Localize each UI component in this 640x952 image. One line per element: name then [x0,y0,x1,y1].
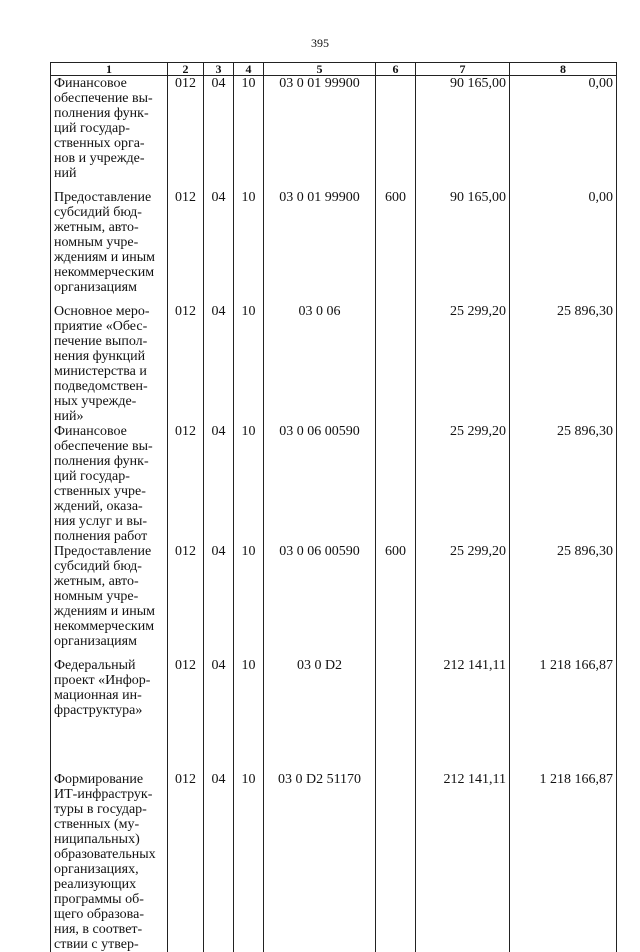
row-section: 04 [204,658,234,772]
row-name: Формирование ИТ-инфраструк- туры в государ- ственных (му- ниципальных) образовательных организациях, реализующих программы об- щего образова- ния, в соответ- ствии с утвер- [51,772,168,952]
col-header-7: 7 [416,63,510,76]
row-expense-type [376,424,416,544]
table-row [51,424,617,544]
row-ministry-code: 012 [168,76,204,191]
row-amount-1: 90 165,00 [416,190,510,304]
page-number: 395 [311,36,329,50]
row-name: Федеральный проект «Инфор- мационная ин- фраструктура» [51,658,168,772]
row-subsection: 10 [234,772,264,952]
table-row [51,658,617,772]
col-header-5: 5 [264,63,376,76]
row-amount-1: 212 141,11 [416,658,510,772]
row-section: 04 [204,304,234,424]
col-header-8: 8 [510,63,617,76]
col-header-4: 4 [234,63,264,76]
row-target-article: 03 0 D2 [264,658,376,772]
row-name: Предоставление субсидий бюд- жетным, авто- номным учре- ждениям и иным некоммерческим организациям [51,190,168,304]
row-expense-type [376,658,416,772]
col-header-6: 6 [376,63,416,76]
row-name: Финансовое обеспечение вы- полнения функ- ций государ- ственных учре- ждений, оказа- ния услуг и вы- полнения работ [51,424,168,544]
row-expense-type [376,304,416,424]
row-amount-2: 25 896,30 [510,544,617,658]
row-amount-1: 25 299,20 [416,544,510,658]
row-expense-type: 600 [376,190,416,304]
row-ministry-code: 012 [168,304,204,424]
header-row [51,63,617,76]
row-section: 04 [204,190,234,304]
budget-table [50,62,617,952]
row-section: 04 [204,772,234,952]
row-ministry-code: 012 [168,658,204,772]
row-amount-2: 0,00 [510,190,617,304]
table-row [51,544,617,658]
row-amount-1: 212 141,11 [416,772,510,952]
row-target-article: 03 0 01 99900 [264,76,376,191]
row-amount-2: 25 896,30 [510,304,617,424]
row-target-article: 03 0 06 00590 [264,424,376,544]
row-name: Финансовое обеспечение вы- полнения функ- ций государ- ственных орга- нов и учрежде- ний [51,76,168,191]
table-row [51,76,617,191]
col-header-1: 1 [51,63,168,76]
row-amount-2: 0,00 [510,76,617,191]
row-ministry-code: 012 [168,772,204,952]
row-subsection: 10 [234,658,264,772]
row-section: 04 [204,424,234,544]
row-amount-2: 1 218 166,87 [510,658,617,772]
row-amount-1: 90 165,00 [416,76,510,191]
row-expense-type [376,772,416,952]
col-header-3: 3 [204,63,234,76]
table-row [51,772,617,952]
row-name: Основное меро- приятие «Обес- печение выпол- нения функций министерства и подведомствен- ных учрежде- ний» [51,304,168,424]
row-target-article: 03 0 06 00590 [264,544,376,658]
row-expense-type: 600 [376,544,416,658]
row-section: 04 [204,76,234,191]
row-amount-2: 1 218 166,87 [510,772,617,952]
col-header-2: 2 [168,63,204,76]
row-amount-1: 25 299,20 [416,424,510,544]
row-target-article: 03 0 06 [264,304,376,424]
row-ministry-code: 012 [168,190,204,304]
row-section: 04 [204,544,234,658]
row-ministry-code: 012 [168,424,204,544]
row-subsection: 10 [234,424,264,544]
row-amount-1: 25 299,20 [416,304,510,424]
table-row [51,190,617,304]
row-subsection: 10 [234,544,264,658]
row-ministry-code: 012 [168,544,204,658]
row-subsection: 10 [234,304,264,424]
row-subsection: 10 [234,76,264,191]
row-name: Предоставление субсидий бюд- жетным, авто- номным учре- ждениям и иным некоммерческим организациям [51,544,168,658]
row-subsection: 10 [234,190,264,304]
row-target-article: 03 0 D2 51170 [264,772,376,952]
row-target-article: 03 0 01 99900 [264,190,376,304]
table-row [51,304,617,424]
row-amount-2: 25 896,30 [510,424,617,544]
row-expense-type [376,76,416,191]
